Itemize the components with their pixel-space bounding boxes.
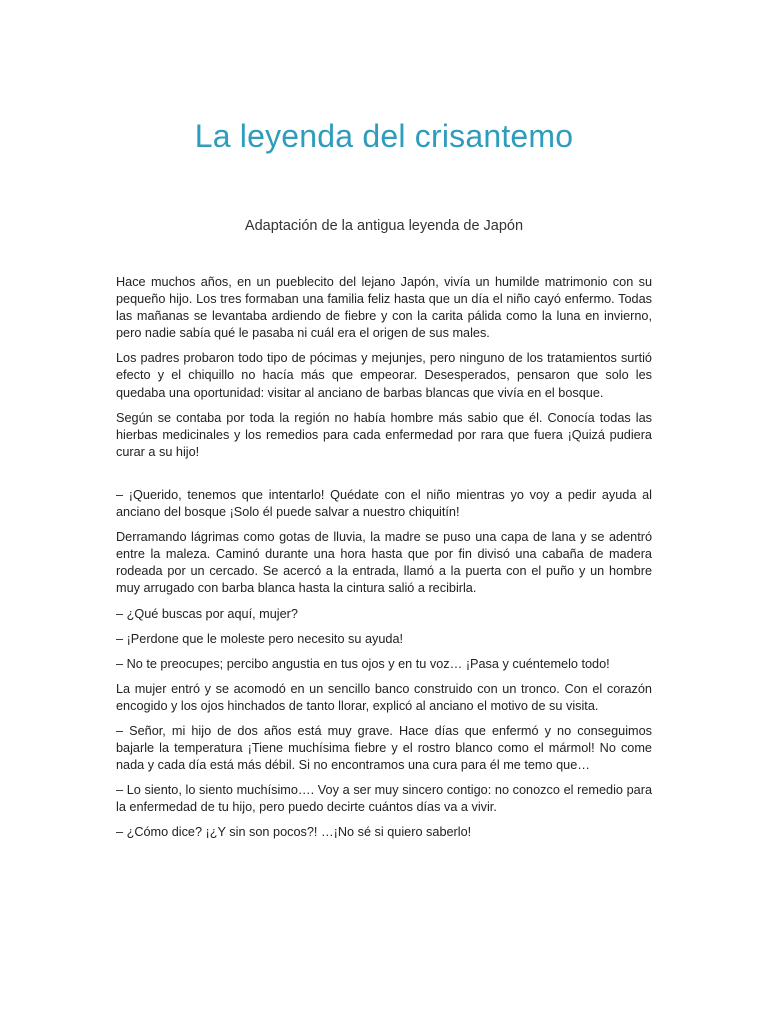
document-body xyxy=(116,274,652,850)
paragraph: Derramando lágrimas como gotas de lluvia, la madre se puso una capa de lana y se adentró entre la maleza. Caminó durante una hora hasta que por fin divisó una cabaña de madera rodeada por un cercado. Se acercó a la entrada, llamó a la puerta con el puño y un hombre muy arrugado con barba blanca hasta la cintura salió a recibirla. xyxy=(116,530,652,596)
dialogue-line: – Señor, mi hijo de dos años está muy grave. Hace días que enfermó y no conseguimos bajarle la temperatura ¡Tiene muchísima fiebre y el rostro blanco como el mármol! No come nada y cada día está más débil. Si no encontramos una cura para él me temo que… xyxy=(116,723,652,773)
dialogue-line: – ¡Querido, tenemos que intentarlo! Quédate con el niño mientras yo voy a pedir ayuda al anciano del bosque ¡Solo él puede salvar a nuestro chiquitín! xyxy=(116,487,652,520)
paragraph: Hace muchos años, en un pueblecito del lejano Japón, vivía un humilde matrimonio con su pequeño hijo. Los tres formaban una familia feliz hasta que un día el niño cayó enfermo. Todas las mañanas se levantaba ardiendo de fiebre y con la carita pálida como la luna en invierno, pero nadie sabía qué le pasaba ni cuál era el origen de sus males. xyxy=(116,275,652,341)
dialogue-line: – No te preocupes; percibo angustia en tus ojos y en tu voz… ¡Pasa y cuéntemelo todo! xyxy=(116,656,610,671)
dialogue-line: – ¿Cómo dice? ¡¿Y sin son pocos?! …¡No sé si quiero saberlo! xyxy=(116,825,472,840)
document-subtitle: Adaptación de la antigua leyenda de Japón xyxy=(244,218,524,234)
paragraph: La mujer entró y se acomodó en un sencillo banco construido con un tronco. Con el corazón encogido y los ojos hinchados de tanto llorar, explicó al anciano el motivo de su visita. xyxy=(116,681,652,713)
dialogue-line: – ¡Perdone que le moleste pero necesito su ayuda! xyxy=(116,631,404,646)
paragraph: Según se contaba por toda la región no había hombre más sabio que él. Conocía todas las hierbas medicinales y los remedios para cada enfermedad por rara que fuera ¡Quizá pudiera curar a su hijo! xyxy=(116,410,652,459)
dialogue-line: – Lo siento, lo siento muchísimo…. Voy a ser muy sincero contigo: no conozco el remedio para la enfermedad de tu hijo, pero puedo decirte cuántos días va a vivir. xyxy=(116,783,652,815)
dialogue-line: – ¿Qué buscas por aquí, mujer? xyxy=(116,606,298,621)
paragraph: Los padres probaron todo tipo de pócimas y mejunjes, pero ninguno de los tratamientos surtió efecto y el chiquillo no hacía más que empeorar. Desesperados, pensaron que solo les quedaba una oportunidad: visitar al anciano de barbas blancas que vivía en el bosque. xyxy=(116,351,652,400)
document-title: La leyenda del crisantemo xyxy=(194,118,574,154)
